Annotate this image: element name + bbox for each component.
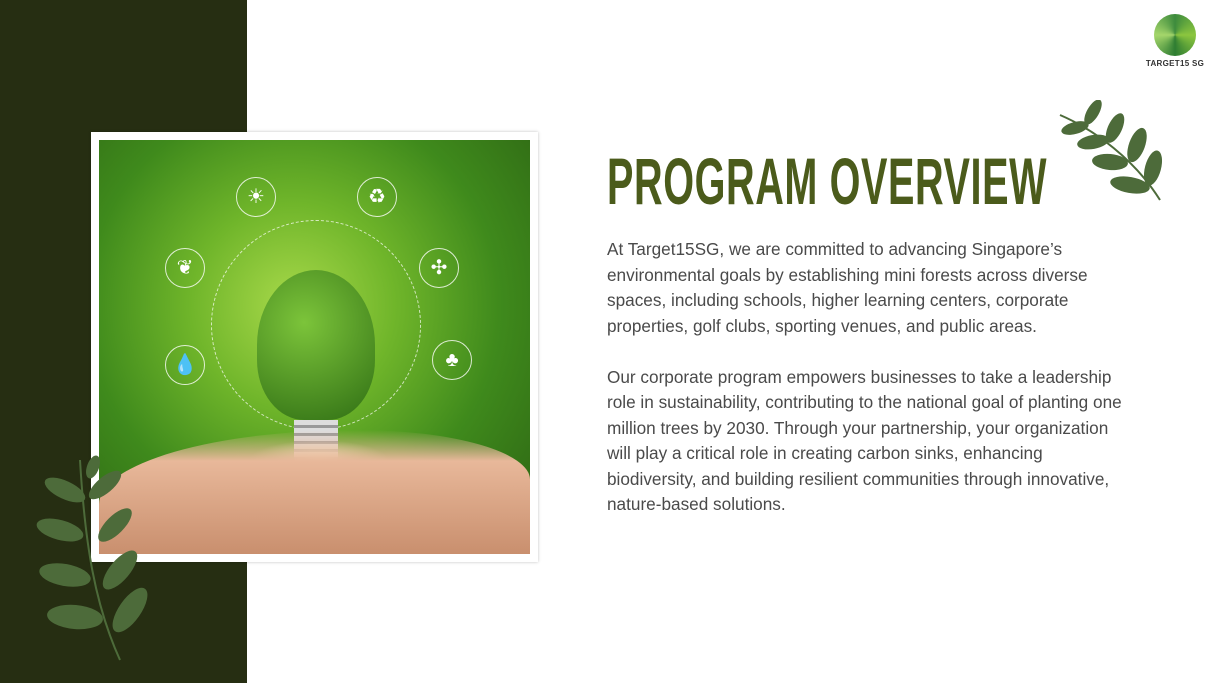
sun-icon: ☀: [236, 177, 276, 217]
page-title: PROGRAM OVERVIEW: [607, 144, 1048, 218]
overview-body: [607, 237, 1127, 543]
lightbulb-photo: [91, 132, 538, 562]
logo-text: TARGET15 SG: [1145, 59, 1205, 68]
tree-icon: ♣: [432, 340, 472, 380]
water-drop-icon: 💧: [165, 345, 205, 385]
leaf-branch-bottom-left: [25, 455, 155, 665]
wind-turbine-icon: ✣: [419, 248, 459, 288]
tree-logo-icon: [1154, 14, 1196, 56]
recycle-icon: ♻: [357, 177, 397, 217]
sprout-icon: ❦: [165, 248, 205, 288]
target15sg-logo: [1145, 14, 1205, 68]
hand: [99, 430, 530, 554]
paragraph-intro: At Target15SG, we are committed to advancing Singapore’s environmental goals by establishing mini forests across diverse spaces, including schools, higher learning centers, corporate properties, golf clubs, sporting venues, and public areas.: [607, 239, 1088, 336]
leaf-branch-top-right: [1055, 100, 1165, 210]
green-lightbulb: [257, 270, 375, 420]
paragraph-corporate: Our corporate program empowers businesses to take a leadership role in sustainability, contributing to the national goal of planting one million trees by 2030. Through your partnership, your organization will play a critical role in creating carbon sinks, enhancing biodiversity, and building resilient communities through innovative, nature-based solutions.: [607, 366, 1122, 514]
